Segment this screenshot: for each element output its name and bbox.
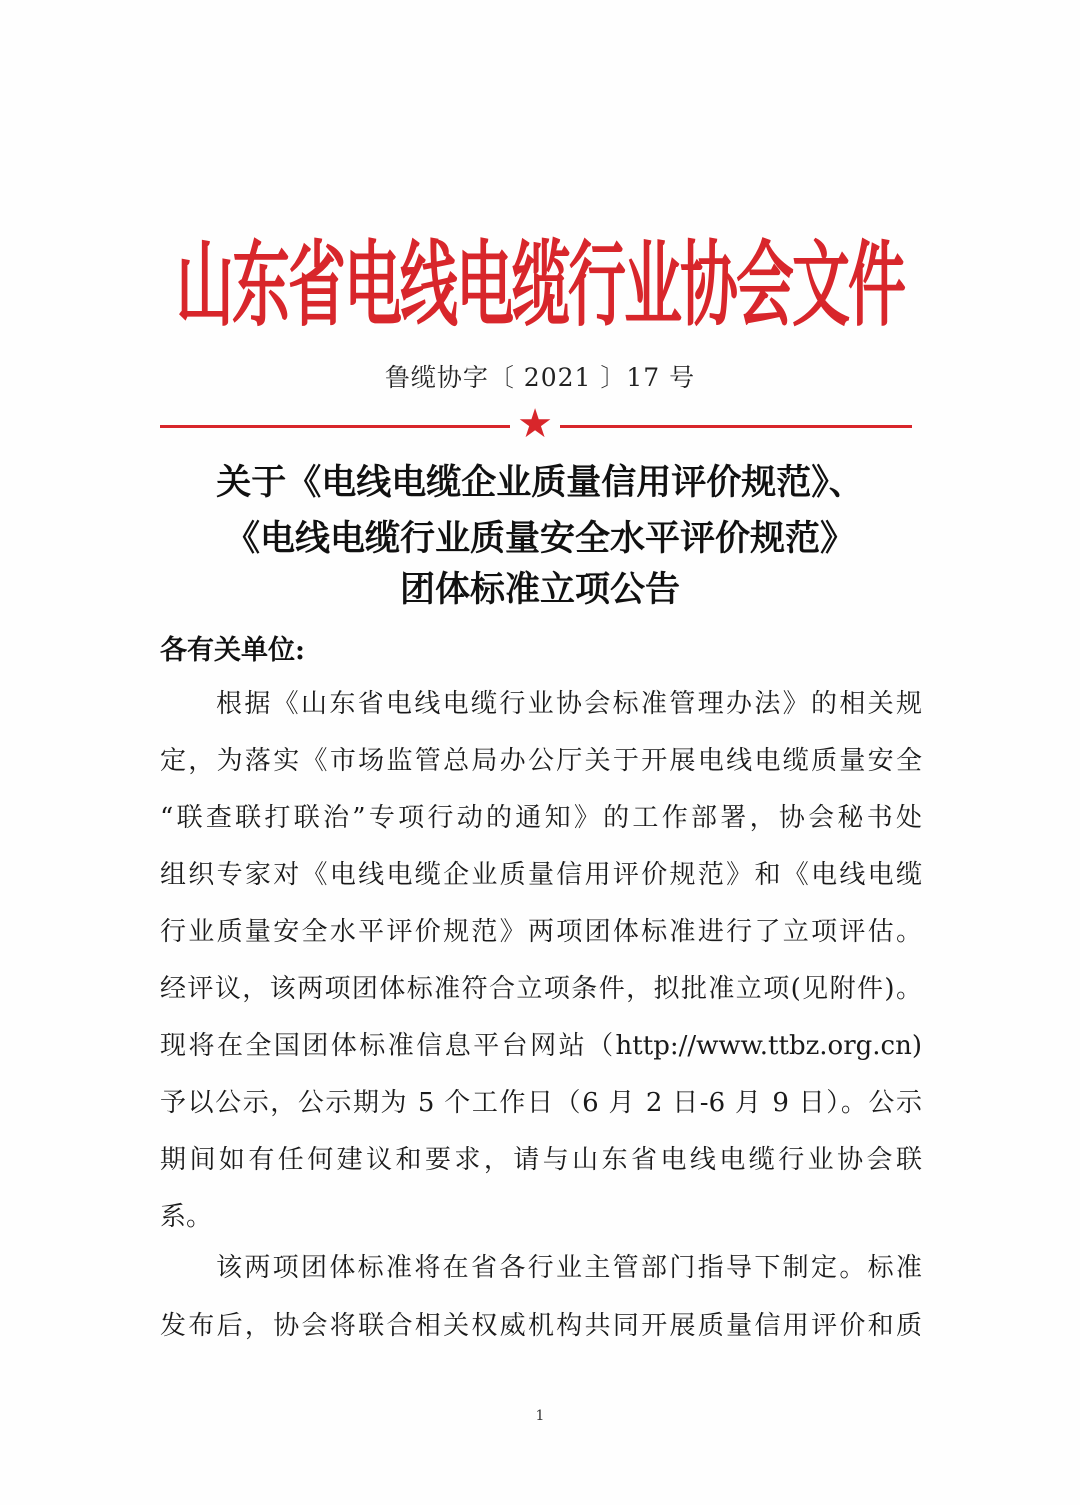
star-icon: ★ bbox=[517, 401, 553, 447]
document-masthead: 山东省电线电缆行业协会文件 bbox=[175, 230, 904, 340]
paragraph-line: 予以公示，公示期为 5 个工作日（6 月 2 日-6 月 9 日）。公示 bbox=[160, 1088, 922, 1118]
paragraph-line: 系。 bbox=[160, 1202, 213, 1232]
title-line-3: 团体标准立项公告 bbox=[399, 569, 680, 610]
paragraph-line: 该两项团体标准将在省各行业主管部门指导下制定。标准 bbox=[216, 1253, 922, 1283]
paragraph-line: 行业质量安全水平评价规范》两项团体标准进行了立项评估。 bbox=[160, 917, 922, 947]
paragraph-line: 定，为落实《市场监管总局办公厅关于开展电线电缆质量安全 bbox=[160, 746, 922, 776]
salutation: 各有关单位: bbox=[160, 635, 305, 666]
red-rule-right bbox=[560, 425, 912, 428]
title-line-2: 《电线电缆行业质量安全水平评价规范》 bbox=[224, 518, 855, 559]
body-paragraph-2 bbox=[160, 1247, 922, 1367]
paragraph-line: 现将在全国团体标准信息平台网站（http://www.ttbz.org.cn) bbox=[160, 1031, 922, 1061]
paragraph-line: 期间如有任何建议和要求，请与山东省电线电缆行业协会联 bbox=[160, 1145, 922, 1175]
paragraph-line: 组织专家对《电线电缆企业质量信用评价规范》和《电线电缆 bbox=[160, 860, 922, 890]
body-paragraph-1 bbox=[160, 683, 922, 1283]
paragraph-line: 经评议，该两项团体标准符合立项条件，拟批准立项(见附件)。 bbox=[160, 974, 922, 1004]
paragraph-line: “联查联打联治”专项行动的通知》的工作部署，协会秘书处 bbox=[160, 803, 922, 833]
red-rule-left bbox=[160, 425, 510, 428]
document-number: 鲁缆协字〔 2021 〕17 号 bbox=[384, 363, 696, 392]
paragraph-line: 发布后，协会将联合相关权威机构共同开展质量信用评价和质 bbox=[160, 1311, 922, 1341]
title-line-1: 关于《电线电缆企业质量信用评价规范》、 bbox=[216, 462, 864, 503]
page-number: 1 bbox=[535, 1408, 545, 1424]
paragraph-line: 根据《山东省电线电缆行业协会标准管理办法》的相关规 bbox=[216, 689, 922, 719]
